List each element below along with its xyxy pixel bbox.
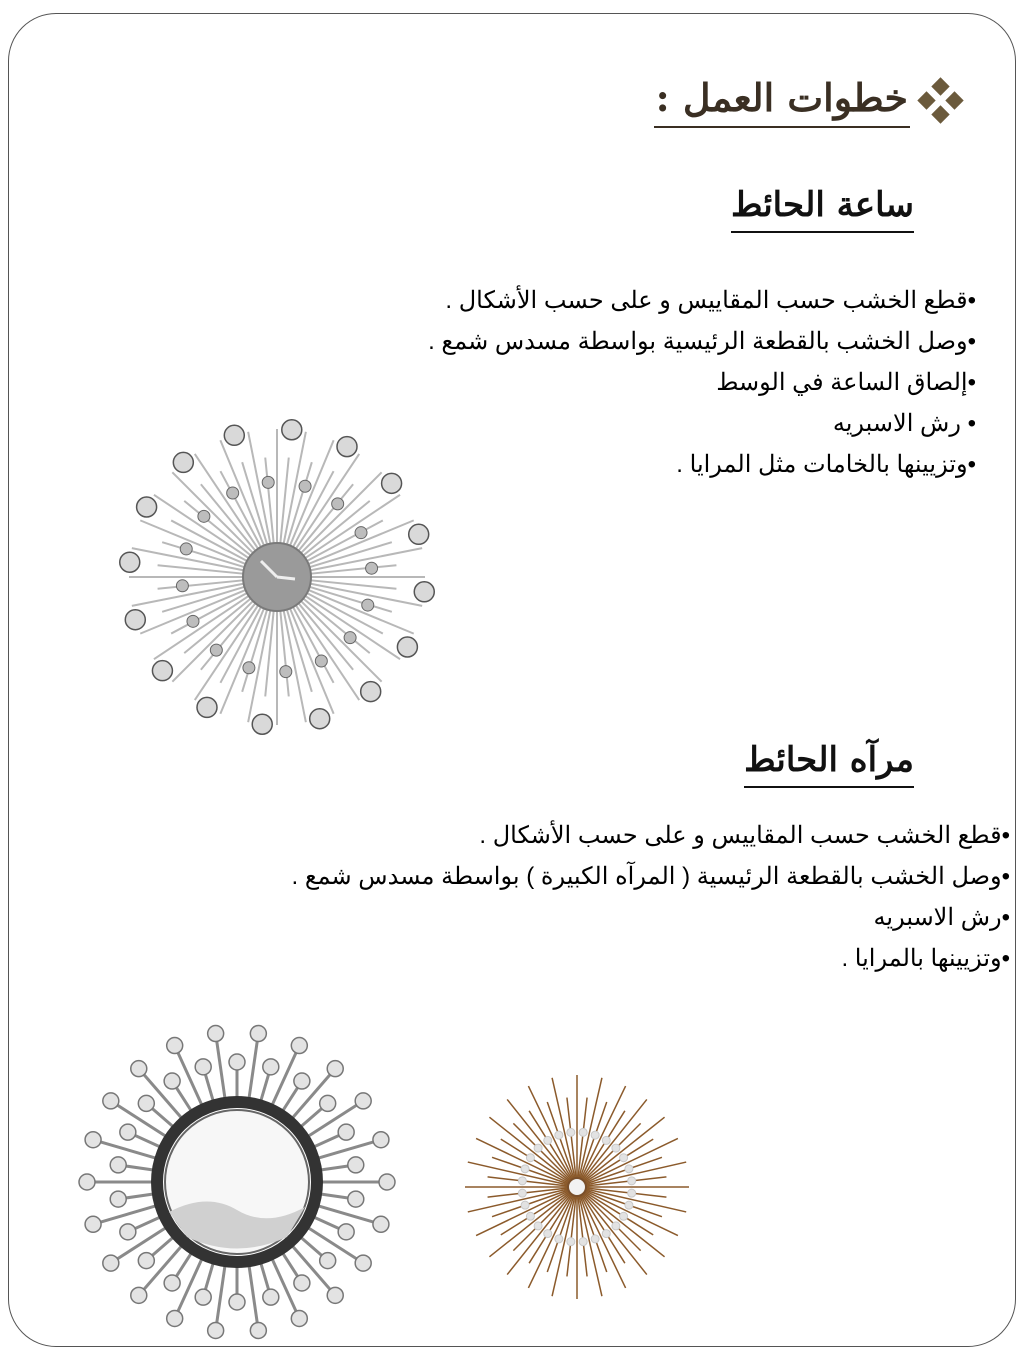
sunburst-mirror-image xyxy=(65,1012,415,1342)
mirror-steps-list xyxy=(292,815,1010,979)
list-item: • وتزيينها بالمرايا . xyxy=(292,938,1010,979)
list-item: • قطع الخشب حسب المقاييس و على حسب الأشكال . xyxy=(292,815,1010,856)
list-item: • إلصاق الساعة في الوسط xyxy=(428,362,976,403)
sunburst-wire-decor-image xyxy=(462,1072,692,1302)
mirror-section-title: مرآه الحائط xyxy=(744,740,914,788)
sunburst-clock-image xyxy=(115,418,440,736)
four-diamonds-icon xyxy=(918,78,964,124)
list-item: • رش الاسبريه xyxy=(292,897,1010,938)
wire-center xyxy=(568,1178,586,1196)
clock-steps-list xyxy=(428,280,976,485)
list-item: • قطع الخشب حسب المقاييس و على حسب الأشكال . xyxy=(428,280,976,321)
list-item: • وتزيينها بالخامات مثل المرايا . xyxy=(428,444,976,485)
list-item: • وصل الخشب بالقطعة الرئيسية ( المرآه الكبيرة ) بواسطة مسدس شمع . xyxy=(292,856,1010,897)
list-item: • وصل الخشب بالقطعة الرئيسية بواسطة مسدس شمع . xyxy=(428,321,976,362)
clock-section-title: ساعة الحائط xyxy=(731,185,914,233)
page-title xyxy=(654,70,964,132)
list-item: • رش الاسبريه xyxy=(428,403,976,444)
clock-minute-hand xyxy=(277,577,295,579)
page-title-text: خطوات العمل : xyxy=(654,75,910,128)
